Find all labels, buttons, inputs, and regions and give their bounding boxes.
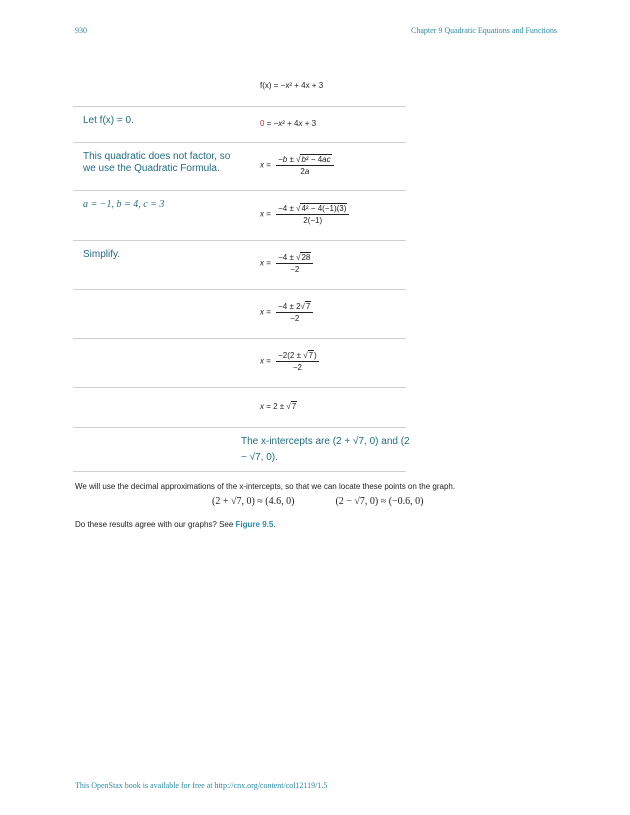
step-row-2 [73,143,406,191]
step-6-math: x = $\frac{-2(2 \pm √7)}{-2}$ [260,351,317,372]
step-1-description: Let f(x) = 0. [83,115,134,126]
top-equation: f(x) = −x² + 4x + 3 [260,81,324,90]
step-row-3 [73,191,406,241]
question-end: . [273,520,276,529]
conclusion-row [73,428,410,472]
approximation-2: (2 − √7, 0) ≈ (−0.6, 0) [335,496,424,507]
approximation-1: (2 + √7, 0) ≈ (4.6, 0) [212,496,295,507]
figure-link[interactable]: Figure 9.5 [235,520,274,529]
step-3-math: x = $\frac{\text{−4 ± √4² − 4(−1)(3)}}{2(-1)}$ [260,204,349,225]
footer-text: This OpenStax book is available for free at http://cnx.org/content/col12119/1.5 [75,781,328,790]
zero-highlight: 0 [260,119,265,128]
paragraph-agree-question [75,520,276,529]
paragraph-decimal-approximations: We will use the decimal approximations of the x-intercepts, so that we can locate these points on the graph. [75,482,456,491]
step-row-1 [73,106,406,143]
conclusion-text: The x-intercepts are (2 + √7, 0) and (2 − √7, 0). [241,436,410,463]
step-2-description: This quadratic does not factor, so we use the Quadratic Formula. [83,151,231,174]
step-4-description: Simplify. [83,249,121,260]
step-5-math: x = $\frac{-4 \pm 2√7}{-2}$ [260,302,313,323]
step-3-description: a = −1, b = 4, c = 3 [83,199,165,210]
approximation-line [212,496,424,507]
step-row-4 [73,241,406,290]
question-text: Do these results agree with our graphs? See [75,520,236,529]
page-number: 930 [75,26,87,35]
step-row-6 [73,339,406,388]
step-row-7 [73,388,406,428]
chapter-title: Chapter 9 Quadratic Equations and Functions [411,26,557,35]
step-row-5 [73,290,406,339]
step-row-top [73,72,406,106]
step-4-math: x = $\frac{-4 \pm √28}{-2}$ [260,253,313,274]
step-7-math: x = 2 ± √7 [260,402,297,411]
step-1-math: 0 = −x² + 4x + 3 [260,119,317,128]
step-2-math: x = $\frac{\text{−b ± √b² − 4ac}}{2a}$ [260,155,334,176]
solution-steps [73,72,410,472]
